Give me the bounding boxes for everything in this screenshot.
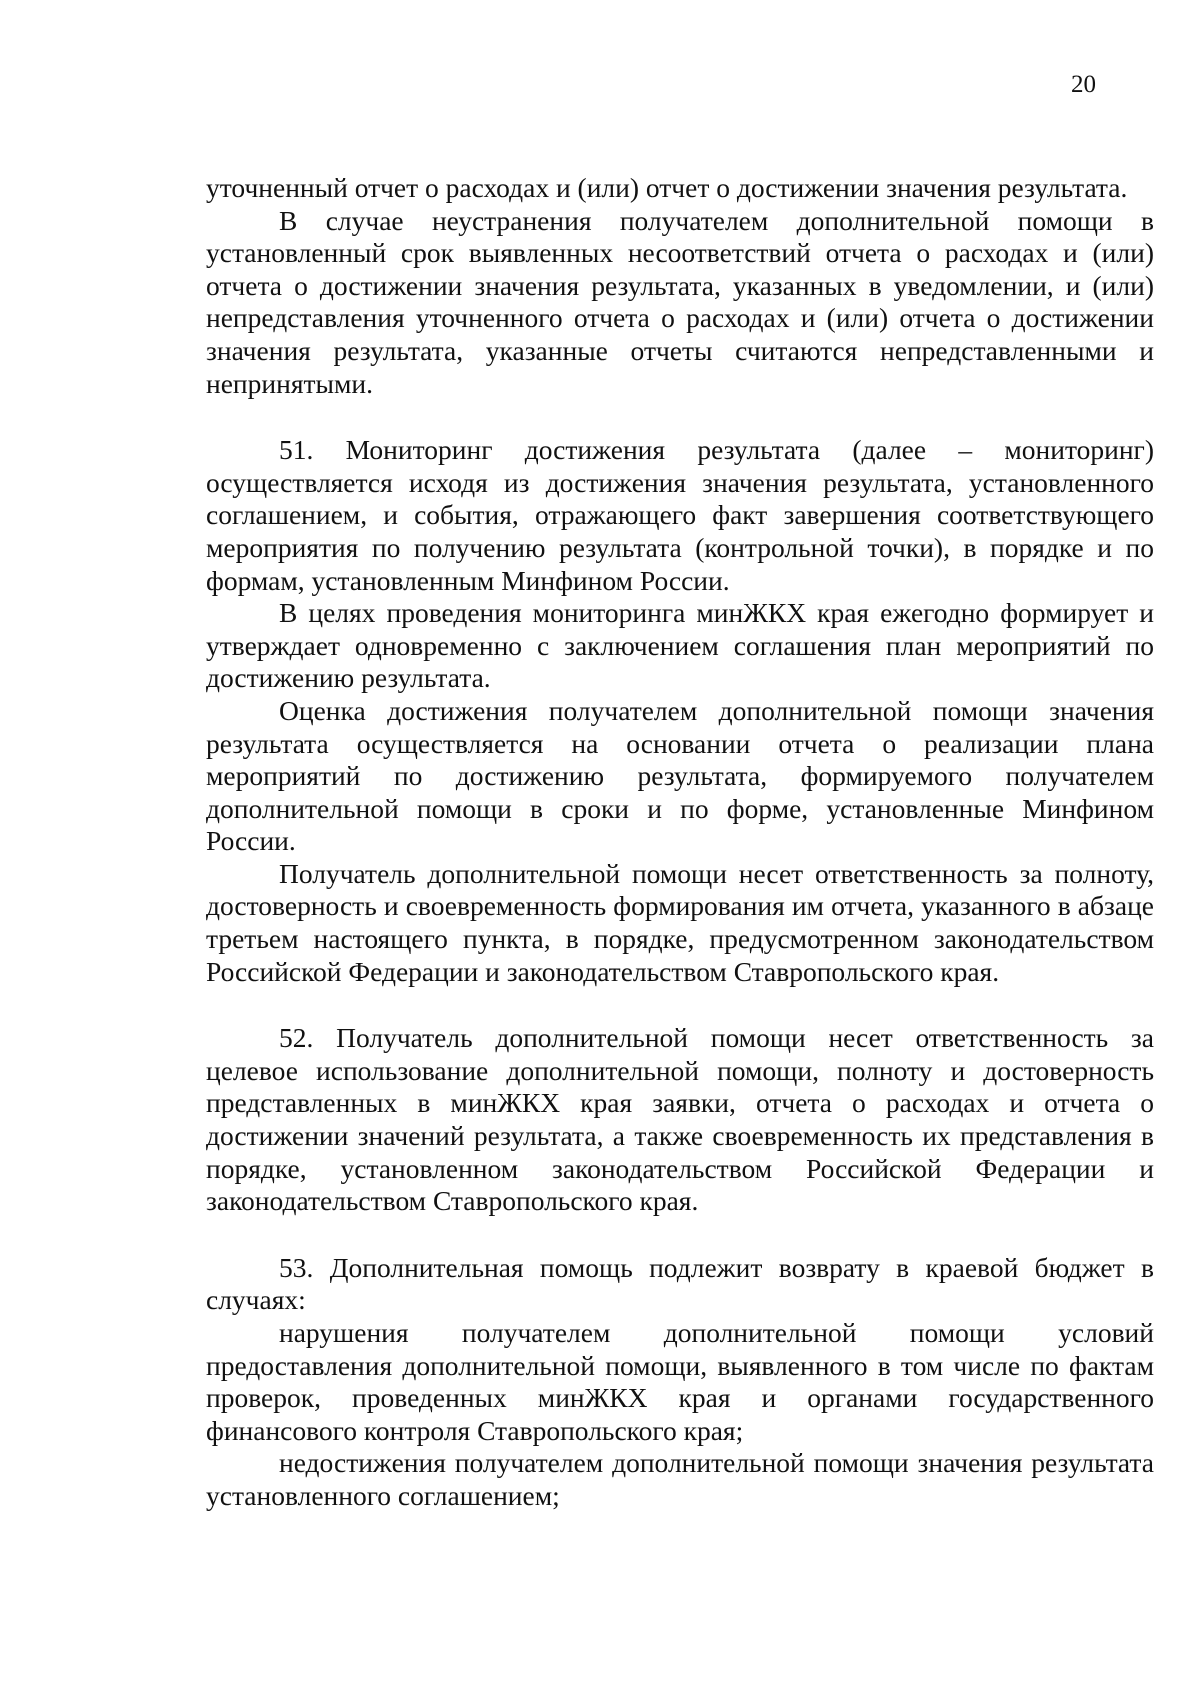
paragraph-gap — [206, 988, 1154, 1022]
paragraph-item-53: 53. Дополнительная помощь подлежит возврату в краевой бюджет в случаях: — [206, 1251, 1154, 1316]
paragraph: Получатель дополнительной помощи несет ответственность за полноту, достоверность и своевременность формирования им отчета, указанного в абзаце третьем настоящего пункта, в порядке, предусмотренном законодательством Российской Федерации и законодательством Ставропольского края. — [206, 857, 1154, 987]
paragraph-gap — [206, 1218, 1154, 1252]
paragraph: Оценка достижения получателем дополнительной помощи значения результата осуществляется на основании отчета о реализации плана мероприятий по достижению результата, формируемого получателем дополнительной помощи в сроки и по форме, установленные Минфином России. — [206, 694, 1154, 857]
page-number: 20 — [1071, 71, 1096, 98]
paragraph: уточненный отчет о расходах и (или) отчет о достижении значения результата. — [206, 172, 1128, 203]
document-body — [206, 172, 1154, 1513]
paragraph-gap — [206, 400, 1154, 434]
paragraph: В целях проведения мониторинга минЖКХ края ежегодно формирует и утверждает одновременно с заключением соглашения план мероприятий по достижению результата. — [206, 597, 1154, 694]
paragraph: нарушения получателем дополнительной помощи условий предоставления дополнительной помощи, выявленного в том числе по фактам проверок, проведенных минЖКХ края и органами государственного финансового контроля Ставропольского края; — [206, 1317, 1154, 1446]
paragraph: В случае неустранения получателем дополнительной помощи в установленный срок выявленных несоответствий отчета о расходах и (или) отчета о достижении значения результата, указанных в уведомлении, и (или) непредставления уточненного отчета о расходах и (или) отчета о достижении значения результата, указанные отчеты считаются непредставленными и непринятыми. — [206, 204, 1154, 399]
paragraph-item-52: 52. Получатель дополнительной помощи несет ответственность за целевое использование дополнительной помощи, полноту и достоверность представленных в минЖКХ края заявки, отчета о расходах и отчета о достижении значений результата, а также своевременность их представления в порядке, установленном законодательством Российской Федерации и законодательством Ставропольского края. — [206, 1022, 1154, 1217]
paragraph: недостижения получателем дополнительной помощи значения результата установленного соглашением; — [206, 1447, 1154, 1511]
paragraph-item-51: 51. Мониторинг достижения результата (далее – мониторинг) осуществляется исходя из достижения значения результата, установленного соглашением, и события, отражающего факт завершения соответствующего мероприятия по получению результата (контрольной точки), в порядке и по формам, установленным Минфином России. — [206, 434, 1154, 596]
